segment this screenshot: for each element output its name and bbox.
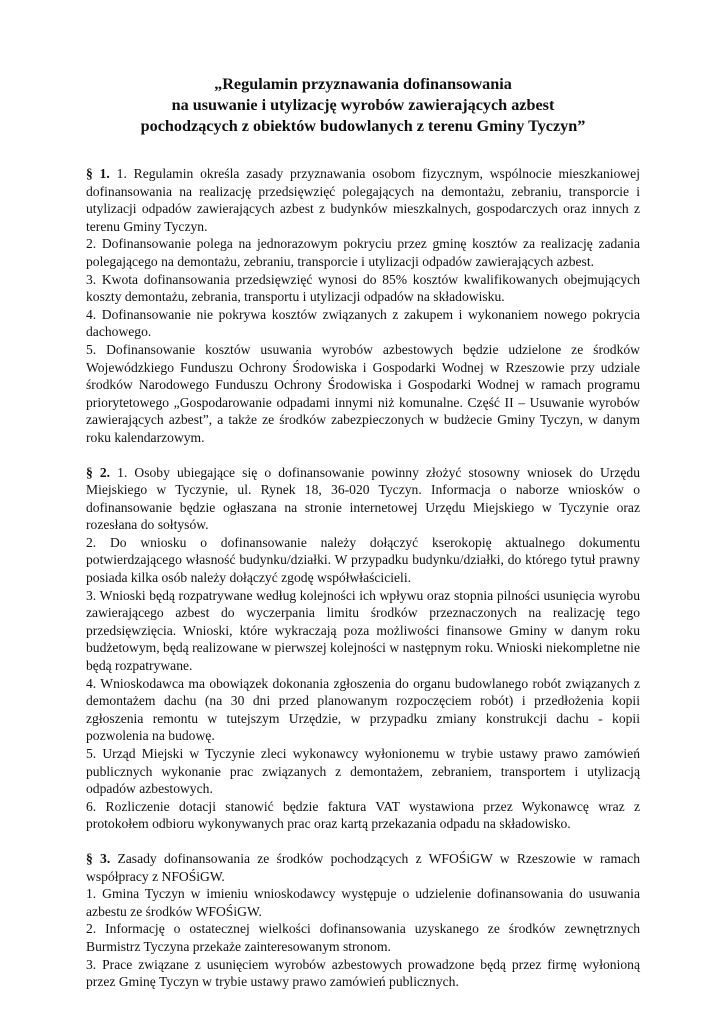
section-heading: § 2. <box>86 464 111 480</box>
paragraph: 6. Rozliczenie dotacji stanowić będzie faktura VAT wystawiona przez Wykonawcę wraz z protokołem odbioru wykonywanych prac oraz kartą przekazania odpadu na składowisko. <box>86 798 640 832</box>
section-2 <box>86 464 640 833</box>
paragraph-text: 1. Regulamin określa zasady przyznawania osobom fizycznym, wspólnocie mieszkaniowej dofinansowania na realizację przedsięwzięć polegających na demontażu, zebraniu, transporcie i utylizacji odpadów zawierających azbest z budynków mieszkalnych, gospodarczych oraz innych z terenu Gminy Tyczyn. <box>86 166 640 234</box>
section-heading: § 1. <box>86 166 110 181</box>
document-title <box>86 74 640 137</box>
paragraph <box>86 850 640 885</box>
paragraph: 4. Dofinansowanie nie pokrywa kosztów związanych z zakupem i wykonaniem nowego pokrycia dachowego. <box>86 306 640 340</box>
paragraph-text: Zasady dofinansowania ze środków pochodzących z WFOŚiGW w Rzeszowie w ramach współpracy z NFOŚiGW. <box>86 850 640 884</box>
title-line: „Regulamin przyznawania dofinansowania <box>214 75 512 93</box>
paragraph: 3. Prace związane z usunięciem wyrobów azbestowych prowadzone będą przez firmę wyłonioną przez Gminę Tyczyn w trybie ustawy prawo zamówień publicznych. <box>86 956 640 990</box>
paragraph: 5. Dofinansowanie kosztów usuwania wyrobów azbestowych będzie udzielone ze środków Wojewódzkiego Funduszu Ochrony Środowiska i Gospodarki Wodnej w Rzeszowie przy udziale środków Narodowego Funduszu Ochrony Środowiska i Gospodarki Wodnej w ramach programu priorytetowego „Gospodarowanie odpadami innymi niż komunalne. Część II – Usuwanie wyrobów zawierających azbest”, a także ze środków zabezpieczonych w budżecie Gminy Tyczyn, w danym roku kalendarzowym. <box>86 341 640 445</box>
paragraph: 2. Dofinansowanie polega na jednorazowym pokryciu przez gminę kosztów za realizację zadania polegającego na demontażu, zebraniu, transporcie i utylizacji odpadów zawierających azbest. <box>86 236 640 269</box>
section-3 <box>86 850 640 991</box>
paragraph <box>86 464 640 534</box>
paragraph: 5. Urząd Miejski w Tyczynie zleci wykonawcy wyłonionemu w trybie ustawy prawo zamówień publicznych wykonanie prac związanych z demontażem, zebraniem, transportem i utylizacją odpadów azbestowych. <box>86 746 640 797</box>
paragraph-text: 1. Osoby ubiegające się o dofinansowanie powinny złożyć stosowny wniosek do Urzędu Miejskiego w Tyczynie, ul. Rynek 18, 36-020 Tyczyn. Informacja o naborze wniosków o dofinansowanie będzie ogłaszana na stronie internetowej Urzędu Miejskiego w Tyczynie oraz rozesłana do sołtysów. <box>86 464 640 533</box>
paragraph: 2. Do wniosku o dofinansowanie należy dołączyć kserokopię aktualnego dokumentu potwierdzającego własność budynku/działki. W przypadku budynku/działki, do którego tytuł prawny posiada kilka osób należy dołączyć zgodę współwłaścicieli. <box>86 534 640 586</box>
paragraph: 1. Gmina Tyczyn w imieniu wnioskodawcy występuje o udzielenie dofinansowania do usuwania azbestu ze środków WFOŚiGW. <box>86 886 640 919</box>
title-line: pochodzących z obiektów budowlanych z terenu Gminy Tyczyn” <box>140 117 586 135</box>
paragraph: 3. Kwota dofinansowania przedsięwzięć wynosi do 85% kosztów kwalifikowanych obejmujących koszty demontażu, zebrania, transportu i utylizacji odpadów na składowisku. <box>86 271 640 305</box>
paragraph: 3. Wnioski będą rozpatrywane według kolejności ich wpływu oraz stopnia pilności usunięcia wyrobu zawierającego azbest do wyczerpania limitu środków przeznaczonych na realizację tego przedsięwzięcia. Wnioski, które wykraczają poza możliwości finansowe Gminy w danym roku budżetowym, będą realizowane w pierwszej kolejności w następnym roku. Wnioski niekompletne nie będą rozpatrywane. <box>86 587 640 674</box>
paragraph <box>86 165 640 235</box>
document-page <box>86 74 640 1008</box>
section-1 <box>86 165 640 447</box>
section-heading: § 3. <box>86 850 111 866</box>
title-line: na usuwanie i utylizację wyrobów zawierających azbest <box>171 96 555 114</box>
paragraph: 2. Informację o ostatecznej wielkości dofinansowania uzyskanego ze środków zewnętrznych Burmistrz Tyczyna przekaże zainteresowanym stronom. <box>86 921 640 954</box>
paragraph: 4. Wnioskodawca ma obowiązek dokonania zgłoszenia do organu budowlanego robót związanych z demontażem dachu (na 30 dni przed planowanym rozpoczęciem robót) i przedłożenia kopii zgłoszenia remontu w tutejszym Urzędzie, w przypadku zmiany konstrukcji dachu - kopii pozwolenia na budowę. <box>86 675 640 744</box>
